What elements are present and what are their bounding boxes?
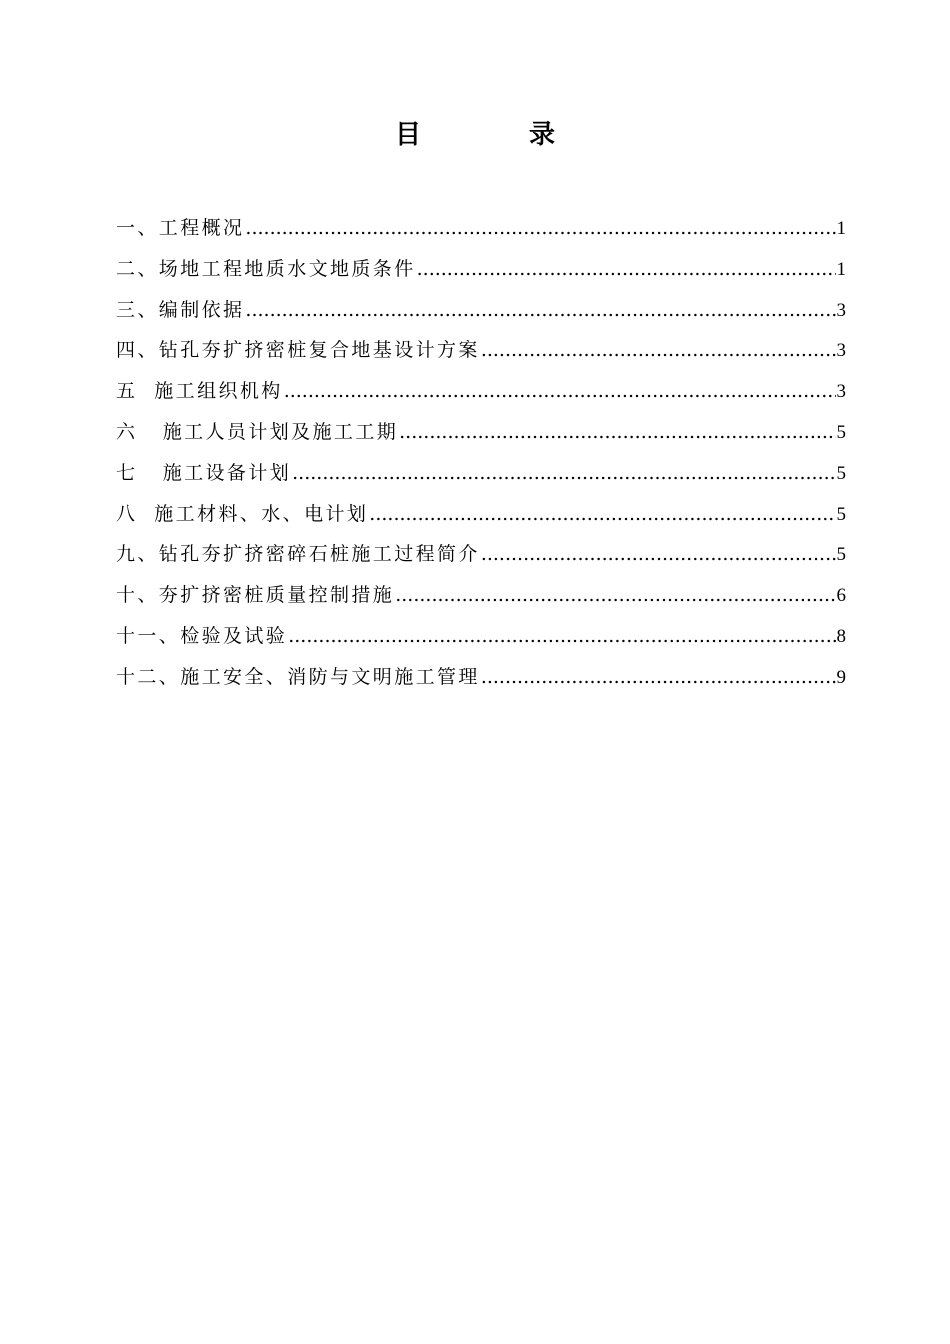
toc-entry-label: 八 施工材料、水、电计划 (116, 502, 369, 525)
toc-page-number: 5 (836, 421, 846, 443)
toc-entry-label: 二、场地工程地质水文地质条件 (116, 257, 416, 280)
toc-title (0, 114, 950, 151)
toc-page-number: 1 (836, 218, 846, 239)
toc-page-number: 1 (836, 258, 846, 280)
dot-leader (288, 616, 835, 657)
toc-entry-label: 一、工程概况 (116, 217, 245, 239)
toc-page-number: 8 (836, 625, 846, 647)
toc-list (116, 208, 846, 698)
toc-entry[interactable] (116, 657, 846, 698)
toc-entry-label: 九、钻孔夯扩挤密碎石桩施工过程简介 (116, 543, 480, 566)
toc-entry-label: 七 施工设备计划 (116, 461, 292, 484)
dot-leader (481, 534, 836, 575)
toc-page-number: 3 (836, 381, 846, 403)
toc-entry-label: 十、夯扩挤密桩质量控制措施 (116, 584, 395, 607)
toc-entry[interactable] (116, 453, 846, 494)
toc-entry[interactable] (116, 494, 846, 535)
dot-leader (284, 371, 836, 412)
toc-page-number: 3 (836, 340, 846, 362)
toc-page-number: 9 (836, 666, 846, 688)
dot-leader (245, 208, 835, 249)
toc-page-number: 5 (836, 503, 846, 525)
toc-entry[interactable] (116, 208, 846, 249)
dot-leader (417, 249, 836, 290)
dot-leader (481, 330, 836, 371)
dot-leader (399, 412, 835, 453)
toc-entry[interactable] (116, 249, 846, 290)
dot-leader (395, 575, 835, 616)
toc-entry-label: 十二、施工安全、消防与文明施工管理 (116, 665, 480, 688)
toc-entry[interactable] (116, 534, 846, 575)
toc-entry-label: 十一、检验及试验 (116, 624, 288, 647)
dot-leader (481, 657, 836, 698)
toc-entry[interactable] (116, 290, 846, 331)
toc-title-right: 录 (529, 120, 556, 150)
dot-leader (369, 494, 835, 535)
toc-page-number: 5 (836, 462, 846, 484)
toc-entry[interactable] (116, 330, 846, 371)
dot-leader (292, 453, 835, 494)
toc-entry[interactable] (116, 575, 846, 616)
toc-entry-label: 四、钻孔夯扩挤密桩复合地基设计方案 (116, 339, 480, 362)
toc-entry[interactable] (116, 371, 846, 412)
toc-page-number: 3 (836, 299, 846, 321)
toc-entry-label: 三、编制依据 (116, 298, 245, 321)
toc-page-number: 5 (836, 544, 846, 566)
toc-entry[interactable] (116, 616, 846, 657)
toc-page-number: 6 (836, 585, 846, 607)
dot-leader (245, 290, 835, 331)
toc-title-left: 目 (394, 120, 421, 150)
toc-entry-label: 六 施工人员计划及施工工期 (116, 420, 399, 443)
toc-entry[interactable] (116, 412, 846, 453)
toc-entry-label: 五 施工组织机构 (116, 380, 283, 403)
